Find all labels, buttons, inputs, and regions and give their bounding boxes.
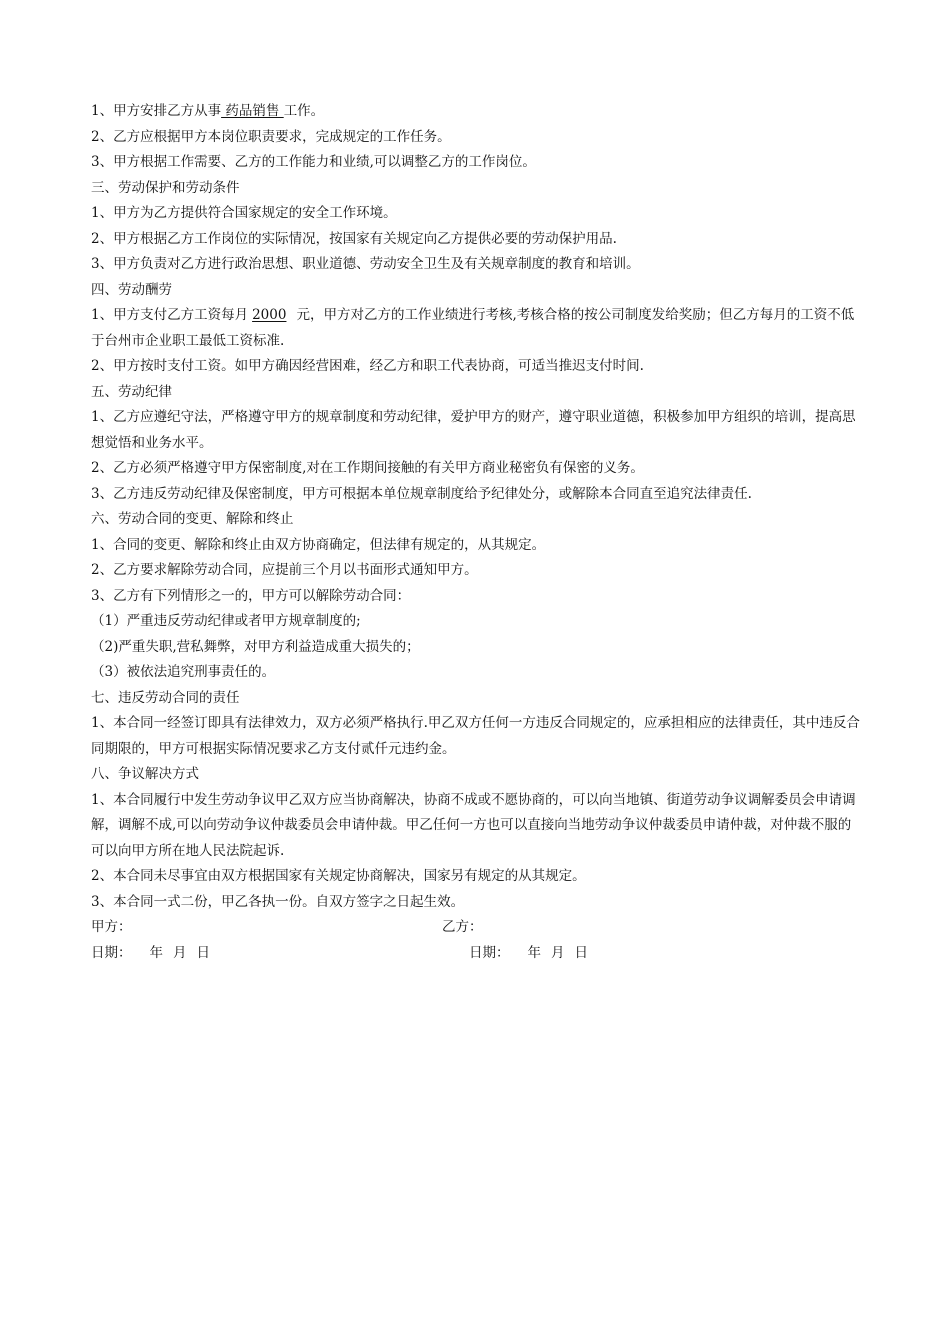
job-clause-1: [91, 99, 863, 125]
day-label: 日: [574, 944, 588, 961]
discipline-clause-2: 2、乙方必须严格遵守甲方保密制度,对在工作期间接触的有关甲方商业秘密负有保密的义务。: [91, 460, 644, 476]
signature-row: [91, 915, 863, 941]
party-b-signature-label: 乙方：: [442, 919, 483, 935]
change-condition-3: （3）被依法追究刑事责任的。: [91, 664, 276, 680]
pay-clause-1-text: 1、甲方支付乙方工资每月: [91, 307, 249, 323]
pay-clause-2: 2、甲方按时支付工资。如甲方确因经营困难，经乙方和职工代表协商，可适当推迟支付时间.: [91, 358, 644, 374]
job-clause-1-text: 1、甲方安排乙方从事: [91, 103, 222, 119]
section-heading-dispute: 八、争议解决方式: [91, 766, 199, 782]
job-clause-3: 3、甲方根据工作需要、乙方的工作能力和业绩,可以调整乙方的工作岗位。: [91, 154, 536, 170]
party-a-date: [91, 941, 210, 967]
job-clause-2: 2、乙方应根据甲方本岗位职责要求，完成规定的工作任务。: [91, 128, 451, 145]
job-position-value: 药品销售: [221, 103, 284, 119]
pay-clause-1-suffix: 元，甲方对乙方的工作业绩进行考核,考核合格的按公司制度发给奖励；但乙方每月的工资不低于台州市企业职工最低工资标准.: [91, 307, 855, 349]
change-condition-2: （2)严重失职,营私舞弊，对甲方利益造成重大损失的；: [91, 638, 420, 655]
change-clause-3: 3、乙方有下列情形之一的，甲方可以解除劳动合同：: [91, 587, 411, 604]
section-heading-protection: 三、劳动保护和劳动条件: [91, 179, 240, 196]
year-label: 年: [527, 944, 541, 961]
year-label: 年: [149, 944, 163, 961]
dispute-clause-3: 3、本合同一式二份，甲乙各执一份。自双方签字之日起生效。: [91, 893, 465, 910]
day-label: 日: [196, 944, 210, 961]
section-heading-breach: 七、违反劳动合同的责任: [91, 689, 240, 706]
contract-page: [91, 99, 863, 966]
change-clause-2: 2、乙方要求解除劳动合同，应提前三个月以书面形式通知甲方。: [91, 562, 478, 578]
month-label: 月: [173, 944, 187, 961]
party-b-date: [469, 941, 588, 967]
section-heading-discipline: 五、劳动纪律: [91, 383, 172, 400]
change-condition-1: （1）严重违反劳动纪律或者甲方规章制度的;: [91, 613, 361, 629]
dispute-clause-1: 1、本合同履行中发生劳动争议甲乙双方应当协商解决，协商不成或不愿协商的，可以向当地镇、街道劳动争议调解委员会申请调解，调解不成,可以向劳动争议仲裁委员会申请仲裁。甲乙任何一方也可以直接向当地劳动争议仲裁委员申请仲裁，对仲裁不服的可以向甲方所在地人民法院起诉.: [91, 791, 856, 859]
protection-clause-2: 2、甲方根据乙方工作岗位的实际情况，按国家有关规定向乙方提供必要的劳动保护用品.: [91, 230, 617, 247]
pay-clause-1: [91, 303, 863, 354]
section-heading-change: 六、劳动合同的变更、解除和终止: [91, 511, 294, 527]
change-clause-1: 1、合同的变更、解除和终止由双方协商确定，但法律有规定的，从其规定。: [91, 536, 546, 553]
date-label: 日期：: [469, 944, 510, 961]
dispute-clause-2: 2、本合同未尽事宜由双方根据国家有关规定协商解决，国家另有规定的从其规定。: [91, 868, 586, 884]
month-label: 月: [551, 944, 565, 961]
discipline-clause-3: 3、乙方违反劳动纪律及保密制度，甲方可根据本单位规章制度给予纪律处分，或解除本合同直至追究法律责任.: [91, 485, 752, 502]
protection-clause-1: 1、甲方为乙方提供符合国家规定的安全工作环境。: [91, 205, 397, 221]
date-label: 日期：: [91, 944, 132, 961]
salary-amount: 2000: [252, 307, 287, 323]
protection-clause-3: 3、甲方负责对乙方进行政治思想、职业道德、劳动安全卫生及有关规章制度的教育和培训。: [91, 256, 640, 272]
date-row: [91, 941, 863, 967]
section-heading-pay: 四、劳动酬劳: [91, 281, 172, 298]
breach-clause-1: 1、本合同一经签订即具有法律效力，双方必须严格执行.甲乙双方任何一方违反合同规定的，应承担相应的法律责任，其中违反合同期限的，甲方可根据实际情况要求乙方支付贰仟元违约金。: [91, 715, 860, 757]
job-clause-1-suffix: 工作。: [283, 103, 325, 119]
party-a-signature-label: 甲方：: [91, 919, 132, 935]
discipline-clause-1: 1、乙方应遵纪守法，严格遵守甲方的规章制度和劳动纪律，爱护甲方的财产，遵守职业道德，积极参加甲方组织的培训，提高思想觉悟和业务水平。: [91, 409, 856, 451]
